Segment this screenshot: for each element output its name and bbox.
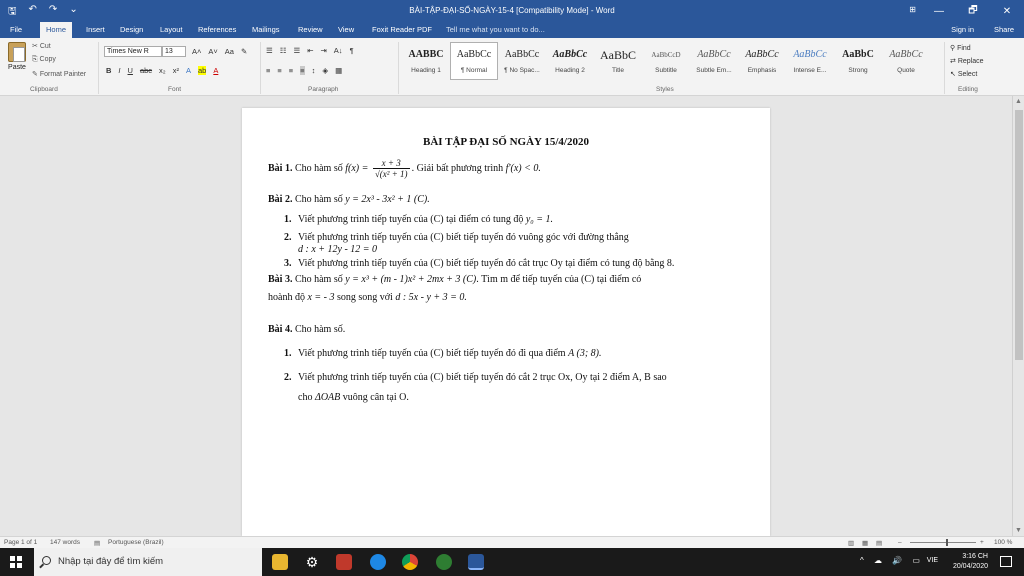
separator bbox=[260, 42, 261, 94]
paragraph-group-label: Paragraph bbox=[308, 86, 339, 93]
list-item: 2. Viết phương trình tiếp tuyến của (C) biết tiếp tuyến đó vuông góc với đường thẳng bbox=[284, 232, 629, 243]
font-size-combo[interactable]: 13 bbox=[162, 46, 186, 57]
word-count[interactable]: 147 words bbox=[50, 539, 80, 546]
bullets-button[interactable]: ☰ bbox=[266, 46, 273, 55]
list-item: 1. Viết phương trình tiếp tuyến của (C) biết tiếp tuyến đó đi qua điểm A (3; 8). bbox=[284, 348, 602, 359]
style-title[interactable]: AaBbC Title bbox=[600, 48, 636, 74]
sign-in-link[interactable]: Sign in bbox=[951, 25, 974, 34]
settings-gear-icon[interactable]: ⚙ bbox=[305, 554, 319, 570]
copy-button[interactable]: ⎘ Copy bbox=[32, 56, 56, 63]
highlight-color-button[interactable]: ab bbox=[197, 66, 207, 75]
grow-font-button[interactable]: A˄ bbox=[192, 47, 202, 56]
style-no-spacing[interactable]: AaBbCc ¶ No Spac... bbox=[504, 49, 540, 74]
tab-design[interactable]: Design bbox=[120, 25, 144, 34]
language-indicator[interactable]: Portuguese (Brazil) bbox=[108, 539, 164, 546]
change-case-button[interactable]: Aa bbox=[224, 47, 234, 56]
replace-button[interactable]: ⇄ Replace bbox=[950, 58, 984, 65]
tab-file[interactable]: File bbox=[10, 25, 23, 34]
font-name-combo[interactable]: Times New R bbox=[104, 46, 162, 57]
style-quote[interactable]: AaBbCc Quote bbox=[889, 49, 923, 74]
list-item-continuation: d : x + 12y - 12 = 0 bbox=[298, 244, 378, 255]
undo-icon[interactable]: ↶ bbox=[28, 4, 37, 15]
paste-button[interactable]: Paste bbox=[4, 42, 30, 71]
system-tray-icons[interactable]: ^ ☁ 🔊 ▭ bbox=[860, 556, 924, 565]
exercise-2: Bài 2. Cho hàm số y = 2x³ - 3x² + 1 (C). bbox=[268, 194, 430, 205]
search-icon bbox=[42, 556, 51, 565]
multilevel-list-button[interactable]: ☰ bbox=[293, 46, 301, 55]
separator bbox=[98, 42, 99, 94]
chrome-icon[interactable] bbox=[402, 554, 418, 570]
format-painter-button[interactable]: ✎ Format Painter bbox=[32, 71, 87, 78]
scrollbar-thumb[interactable] bbox=[1015, 110, 1023, 360]
windows-start-icon[interactable] bbox=[10, 556, 22, 568]
show-marks-button[interactable]: ¶ bbox=[349, 46, 354, 55]
zoom-slider[interactable] bbox=[910, 542, 976, 543]
list-item-continuation: cho ΔOAB vuông cân tại O. bbox=[298, 392, 409, 403]
file-explorer-icon[interactable] bbox=[272, 554, 288, 570]
find-button[interactable]: ⚲ Find bbox=[950, 45, 971, 52]
zoom-out-icon[interactable]: – bbox=[898, 539, 902, 546]
app-icon[interactable] bbox=[436, 554, 452, 570]
style-normal[interactable]: AaBbCc ¶ Normal bbox=[450, 42, 498, 80]
justify-button[interactable]: ≡ bbox=[300, 66, 305, 75]
style-intense-emphasis[interactable]: AaBbCc Intense E... bbox=[793, 49, 827, 74]
web-layout-icon[interactable]: ▤ bbox=[876, 540, 883, 547]
separator bbox=[398, 42, 399, 94]
exercise-4: Bài 4. Cho hàm số. bbox=[268, 324, 346, 335]
subscript-button[interactable]: x₂ bbox=[159, 66, 166, 75]
taskbar-search-box[interactable]: Nhập tại đây để tìm kiếm bbox=[34, 548, 262, 576]
editing-group-label: Editing bbox=[958, 86, 978, 93]
clear-formatting-icon[interactable]: ✎ bbox=[240, 47, 248, 56]
document-title: BÀI TẬP ĐẠI SỐ NGÀY 15/4/2020 bbox=[423, 136, 589, 148]
clipboard-icon bbox=[8, 42, 26, 62]
tab-view[interactable]: View bbox=[338, 25, 355, 34]
list-item: 2. Viết phương trình tiếp tuyến của (C) biết tiếp tuyến đó cắt 2 trục Ox, Oy tại 2 điểm A, B sao bbox=[284, 372, 667, 383]
editing-group bbox=[950, 42, 984, 81]
borders-button[interactable]: ▦ bbox=[335, 66, 343, 75]
style-heading-1[interactable]: AABBC Heading 1 bbox=[408, 49, 444, 74]
ribbon-display-options-icon[interactable]: ⊞ bbox=[909, 5, 916, 14]
list-item: 1. Viết phương trình tiếp tuyến của (C) tại điểm có tung độ y₀ = 1. bbox=[284, 214, 554, 225]
style-emphasis[interactable]: AaBbCc Emphasis bbox=[745, 49, 779, 74]
zoom-level[interactable]: 100 % bbox=[994, 539, 1013, 546]
save-icon[interactable]: 🖫 bbox=[8, 6, 17, 17]
page-count[interactable]: Page 1 of 1 bbox=[4, 539, 38, 546]
font-group-label: Font bbox=[168, 86, 182, 93]
clock[interactable]: 3:16 CH 20/04/2020 bbox=[952, 553, 988, 570]
windows-taskbar bbox=[0, 548, 1024, 576]
increase-indent-button[interactable]: ⇥ bbox=[320, 46, 327, 55]
input-language[interactable]: VIE bbox=[926, 557, 938, 564]
close-button[interactable]: ✕ bbox=[1002, 5, 1012, 17]
status-bar bbox=[0, 536, 1024, 548]
styles-gallery bbox=[402, 42, 930, 80]
styles-group-label: Styles bbox=[656, 86, 674, 93]
align-right-button[interactable]: ≡ bbox=[288, 66, 294, 75]
word-icon[interactable] bbox=[468, 554, 484, 570]
select-button[interactable]: ↖ Select bbox=[950, 71, 978, 78]
fraction: $\frac{x + 3}{\text{√(x² + 1)}}$ bbox=[374, 158, 408, 179]
print-layout-icon[interactable]: ▦ bbox=[862, 540, 869, 547]
shading-button[interactable]: ◈ bbox=[322, 66, 329, 75]
tell-me-box[interactable]: Tell me what you want to do... bbox=[446, 25, 545, 34]
vertical-scrollbar[interactable] bbox=[1012, 96, 1024, 536]
list-item: 3. Viết phương trình tiếp tuyến của (C) biết tiếp tuyến đó cắt trục Oy tại điểm có tung độ bằng 8. bbox=[284, 258, 675, 269]
notification-icon[interactable] bbox=[1000, 556, 1012, 567]
tab-review[interactable]: Review bbox=[298, 25, 323, 34]
title-bar bbox=[0, 0, 1024, 22]
exercise-3-line-2: hoành độ x = - 3 song song với d : 5x - y + 3 = 0. bbox=[268, 292, 467, 303]
line-spacing-button[interactable]: ↕ bbox=[311, 66, 316, 75]
sort-button[interactable]: A↓ bbox=[333, 46, 343, 55]
app-icon[interactable] bbox=[336, 554, 352, 570]
document-page[interactable] bbox=[242, 108, 770, 536]
align-center-button[interactable]: ≡ bbox=[277, 66, 282, 75]
tab-home[interactable]: Home bbox=[40, 22, 72, 38]
ribbon-tab-bar bbox=[0, 22, 1024, 38]
style-subtitle[interactable]: AaBbCcD Subtitle bbox=[651, 51, 681, 74]
tab-references[interactable]: References bbox=[198, 25, 237, 34]
restore-button[interactable]: 🗗 bbox=[968, 4, 978, 16]
minimize-button[interactable]: — bbox=[934, 5, 944, 17]
messenger-icon[interactable] bbox=[370, 554, 386, 570]
bold-button[interactable]: B bbox=[106, 66, 112, 75]
zoom-in-icon[interactable]: + bbox=[980, 539, 984, 546]
style-heading-2[interactable]: AaBbCc Heading 2 bbox=[552, 49, 588, 74]
exercise-1: Bài 1. Cho hàm số f(x) = $\frac{x + 3}{\text{√(x² + 1)}}$ . Giải bất phương trình f'(x) < 0. bbox=[268, 158, 541, 179]
separator bbox=[944, 42, 945, 94]
read-mode-icon[interactable]: ▥ bbox=[848, 540, 855, 547]
cut-button[interactable]: ✂ Cut bbox=[32, 43, 51, 50]
strikethrough-button[interactable]: abc bbox=[139, 66, 153, 75]
zoom-slider-thumb[interactable] bbox=[946, 539, 948, 546]
tab-foxit-reader-pdf[interactable]: Foxit Reader PDF bbox=[372, 25, 433, 34]
tab-insert[interactable]: Insert bbox=[86, 25, 105, 34]
scroll-up-icon[interactable]: ▲ bbox=[1015, 98, 1022, 105]
align-left-button[interactable]: ≡ bbox=[266, 66, 271, 75]
numbering-button[interactable]: ☷ bbox=[279, 46, 287, 55]
tab-mailings[interactable]: Mailings bbox=[252, 25, 280, 34]
exercise-3: Bài 3. Cho hàm số y = x³ + (m - 1)x² + 2mx + 3 (C). Tìm m để tiếp tuyến của (C) tại điểm có bbox=[268, 274, 642, 285]
italic-button[interactable]: I bbox=[118, 66, 121, 75]
window-title: BÀI-TẬP-ĐẠI-SỐ-NGÀY-15-4 [Compatibility Mode] - Word bbox=[409, 6, 615, 15]
share-button[interactable]: Share bbox=[993, 25, 1014, 34]
superscript-button[interactable]: x² bbox=[172, 66, 179, 75]
font-color-button[interactable]: A bbox=[213, 66, 219, 75]
tab-layout[interactable]: Layout bbox=[160, 25, 183, 34]
clipboard-group-label: Clipboard bbox=[30, 86, 58, 93]
proofing-icon[interactable]: ▤ bbox=[94, 540, 101, 547]
style-strong[interactable]: AaBbC Strong bbox=[842, 49, 874, 74]
customize-qat-icon[interactable]: ⌄ bbox=[69, 4, 78, 15]
ribbon-home bbox=[0, 38, 1024, 96]
text-effects-button[interactable]: A bbox=[185, 66, 191, 75]
style-subtle-emphasis[interactable]: AaBbCc Subtle Em... bbox=[696, 49, 732, 74]
shrink-font-button[interactable]: A˅ bbox=[208, 47, 218, 56]
decrease-indent-button[interactable]: ⇤ bbox=[307, 46, 314, 55]
scroll-down-icon[interactable]: ▼ bbox=[1015, 527, 1022, 534]
underline-button[interactable]: U bbox=[127, 66, 133, 75]
redo-icon[interactable]: ↷ bbox=[48, 4, 58, 15]
